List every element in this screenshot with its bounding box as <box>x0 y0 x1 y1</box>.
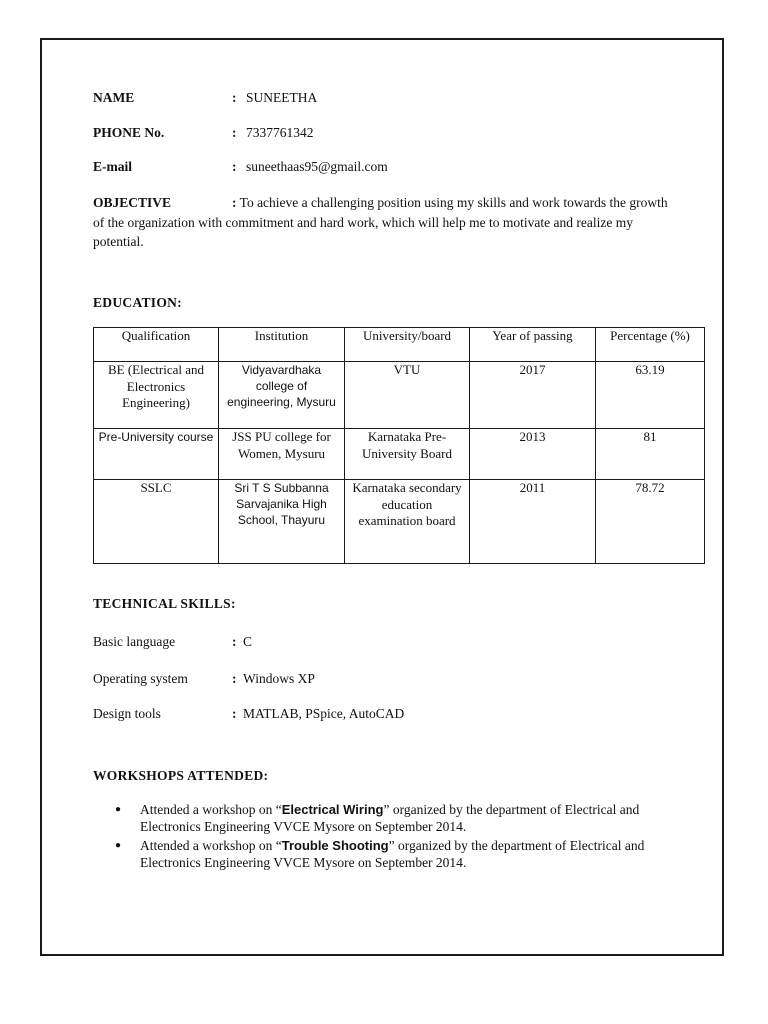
skills-heading: TECHNICAL SKILLS: <box>93 596 236 611</box>
table-cell: 2011 <box>470 480 596 564</box>
table-cell: SSLC <box>94 480 219 564</box>
name-colon: : <box>232 90 237 105</box>
table-cell: Sri T S Subbanna Sarvajanika High School, Thayuru <box>219 480 345 564</box>
table-row <box>94 480 705 564</box>
skill-label: Basic language <box>93 634 176 649</box>
objective-section <box>93 193 673 252</box>
workshop-text-post: ” organized by the department of Electrical and Electronics Engineering VVCE Mysore on September 2014. <box>140 838 645 870</box>
bullet-icon: ● <box>115 840 122 851</box>
skill-label: Design tools <box>93 706 161 721</box>
col-header-percentage: Percentage (%) <box>596 328 705 362</box>
skill-value: Windows XP <box>243 671 315 686</box>
table-cell: BE (Electrical and Electronics Engineering) <box>94 362 219 429</box>
workshop-text-pre: Attended a workshop on “ <box>140 838 282 853</box>
skill-colon: : <box>232 634 237 649</box>
skill-value: C <box>243 634 253 649</box>
table-header-row <box>94 328 705 362</box>
table-cell: 2013 <box>470 429 596 480</box>
workshops-heading: WORKSHOPS ATTENDED: <box>93 768 269 783</box>
workshop-text-pre: Attended a workshop on “ <box>140 802 282 817</box>
table-cell: Pre-University course <box>94 429 219 480</box>
education-heading: EDUCATION: <box>93 295 183 310</box>
table-cell: 78.72 <box>596 480 705 564</box>
phone-label: PHONE No. <box>93 125 165 140</box>
workshop-title: Electrical Wiring <box>281 802 384 817</box>
table-cell: Karnataka Pre-University Board <box>345 429 470 480</box>
table-row <box>94 429 705 480</box>
phone-colon: : <box>232 125 237 140</box>
email-label: E-mail <box>93 159 132 174</box>
table-cell: Vidyavardhaka college of engineering, Mysuru <box>219 362 345 429</box>
col-header-institution: Institution <box>219 328 345 362</box>
bullet-icon: ● <box>115 804 122 815</box>
workshop-title: Trouble Shooting <box>281 838 389 853</box>
table-cell: VTU <box>345 362 470 429</box>
workshop-text-post: ” organized by the department of Electrical and Electronics Engineering VVCE Mysore on September 2014. <box>140 802 640 834</box>
table-cell: JSS PU college for Women, Mysuru <box>219 429 345 480</box>
skill-colon: : <box>232 706 237 721</box>
objective-label: OBJECTIVE <box>93 195 172 210</box>
skill-label: Operating system <box>93 671 188 686</box>
table-row <box>94 362 705 429</box>
email-value: suneethaas95@gmail.com <box>246 159 388 174</box>
email-colon: : <box>232 159 237 174</box>
col-header-qualification: Qualification <box>94 328 219 362</box>
workshop-list <box>93 801 653 873</box>
table-cell: 81 <box>596 429 705 480</box>
name-value: SUNEETHA <box>246 90 318 105</box>
table-cell: 2017 <box>470 362 596 429</box>
list-item <box>93 837 653 871</box>
skill-colon: : <box>232 671 237 686</box>
col-header-year: Year of passing <box>470 328 596 362</box>
col-header-university: University/board <box>345 328 470 362</box>
table-cell: 63.19 <box>596 362 705 429</box>
education-table <box>93 327 705 564</box>
objective-text: To achieve a challenging position using my skills and work towards the growth of the organization with commitment and hard work, which will help me to motivate and realize my potential. <box>93 195 668 249</box>
skill-value: MATLAB, PSpice, AutoCAD <box>243 706 405 721</box>
name-label: NAME <box>93 90 135 105</box>
objective-colon: : <box>232 195 237 210</box>
list-item <box>93 801 653 835</box>
phone-value: 7337761342 <box>246 125 314 140</box>
table-cell: Karnataka secondary education examination board <box>345 480 470 564</box>
